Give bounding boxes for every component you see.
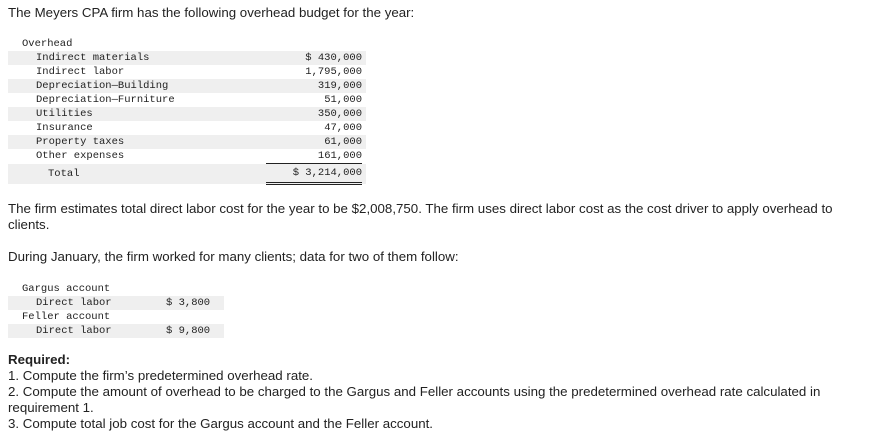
clients-paragraph: During January, the firm worked for many clients; data for two of them follow:	[8, 249, 459, 264]
overhead-row	[8, 135, 366, 149]
overhead-item-amount: 47,000	[324, 122, 362, 134]
required-label: Required:	[8, 352, 71, 367]
overhead-row	[8, 149, 366, 164]
client-accounts-table	[8, 282, 224, 338]
estimate-paragraph: The firm estimates total direct labor cost for the year to be $2,008,750. The firm uses direct labor cost as the cost driver to apply overhead to clients.	[8, 201, 833, 232]
overhead-row	[8, 107, 366, 121]
client-labor-amount: $ 9,800	[166, 325, 211, 337]
overhead-item-amount: 51,000	[324, 94, 362, 106]
overhead-item-label: Property taxes	[8, 135, 250, 149]
client-account-name: Gargus account	[22, 283, 111, 295]
overhead-item-label: Other expenses	[36, 150, 125, 163]
overhead-item-amount: 161,000	[266, 149, 362, 164]
client-labor-row	[8, 296, 224, 310]
overhead-item-amount: 319,000	[266, 79, 362, 93]
client-labor-row	[8, 324, 224, 338]
overhead-item-label: Insurance	[36, 122, 93, 134]
overhead-row	[8, 93, 366, 107]
required-item-1: 1. Compute the firm’s predetermined overhead rate.	[8, 368, 314, 383]
overhead-total-label: Total	[8, 164, 250, 184]
overhead-item-label: Indirect labor	[36, 66, 125, 78]
overhead-item-amount: 1,795,000	[305, 66, 362, 78]
overhead-item-amount: 350,000	[266, 107, 362, 121]
overhead-item-amount: 61,000	[266, 135, 362, 149]
client-account-row	[8, 310, 224, 324]
overhead-item-label: Utilities	[8, 107, 250, 121]
overhead-row	[8, 79, 366, 93]
overhead-item-label: Depreciation—Building	[8, 79, 250, 93]
overhead-header-row	[8, 37, 366, 51]
client-labor-label: Direct labor	[36, 297, 112, 309]
overhead-total-row	[8, 164, 366, 184]
client-labor-label: Direct labor	[36, 325, 112, 337]
overhead-budget-table	[8, 37, 366, 185]
overhead-item-label: Depreciation—Furniture	[36, 94, 175, 106]
intro-text: The Meyers CPA firm has the following overhead budget for the year:	[8, 5, 415, 20]
overhead-total-amount: $ 3,214,000	[266, 164, 362, 184]
overhead-row	[8, 65, 366, 79]
required-section	[8, 352, 868, 432]
overhead-row	[8, 51, 366, 65]
overhead-row	[8, 121, 366, 135]
required-item-3: 3. Compute total job cost for the Gargus account and the Feller account.	[8, 416, 434, 431]
client-labor-amount: $ 3,800	[166, 297, 211, 309]
overhead-header: Overhead	[22, 38, 73, 50]
required-item-2: 2. Compute the amount of overhead to be charged to the Gargus and Feller accounts using the predetermined overhead rate calculated in requirement 1.	[8, 384, 821, 415]
overhead-item-label: Indirect materials	[8, 51, 250, 65]
overhead-item-amount: $ 430,000	[266, 51, 362, 65]
client-account-row	[8, 282, 224, 296]
client-account-name: Feller account	[22, 311, 111, 323]
